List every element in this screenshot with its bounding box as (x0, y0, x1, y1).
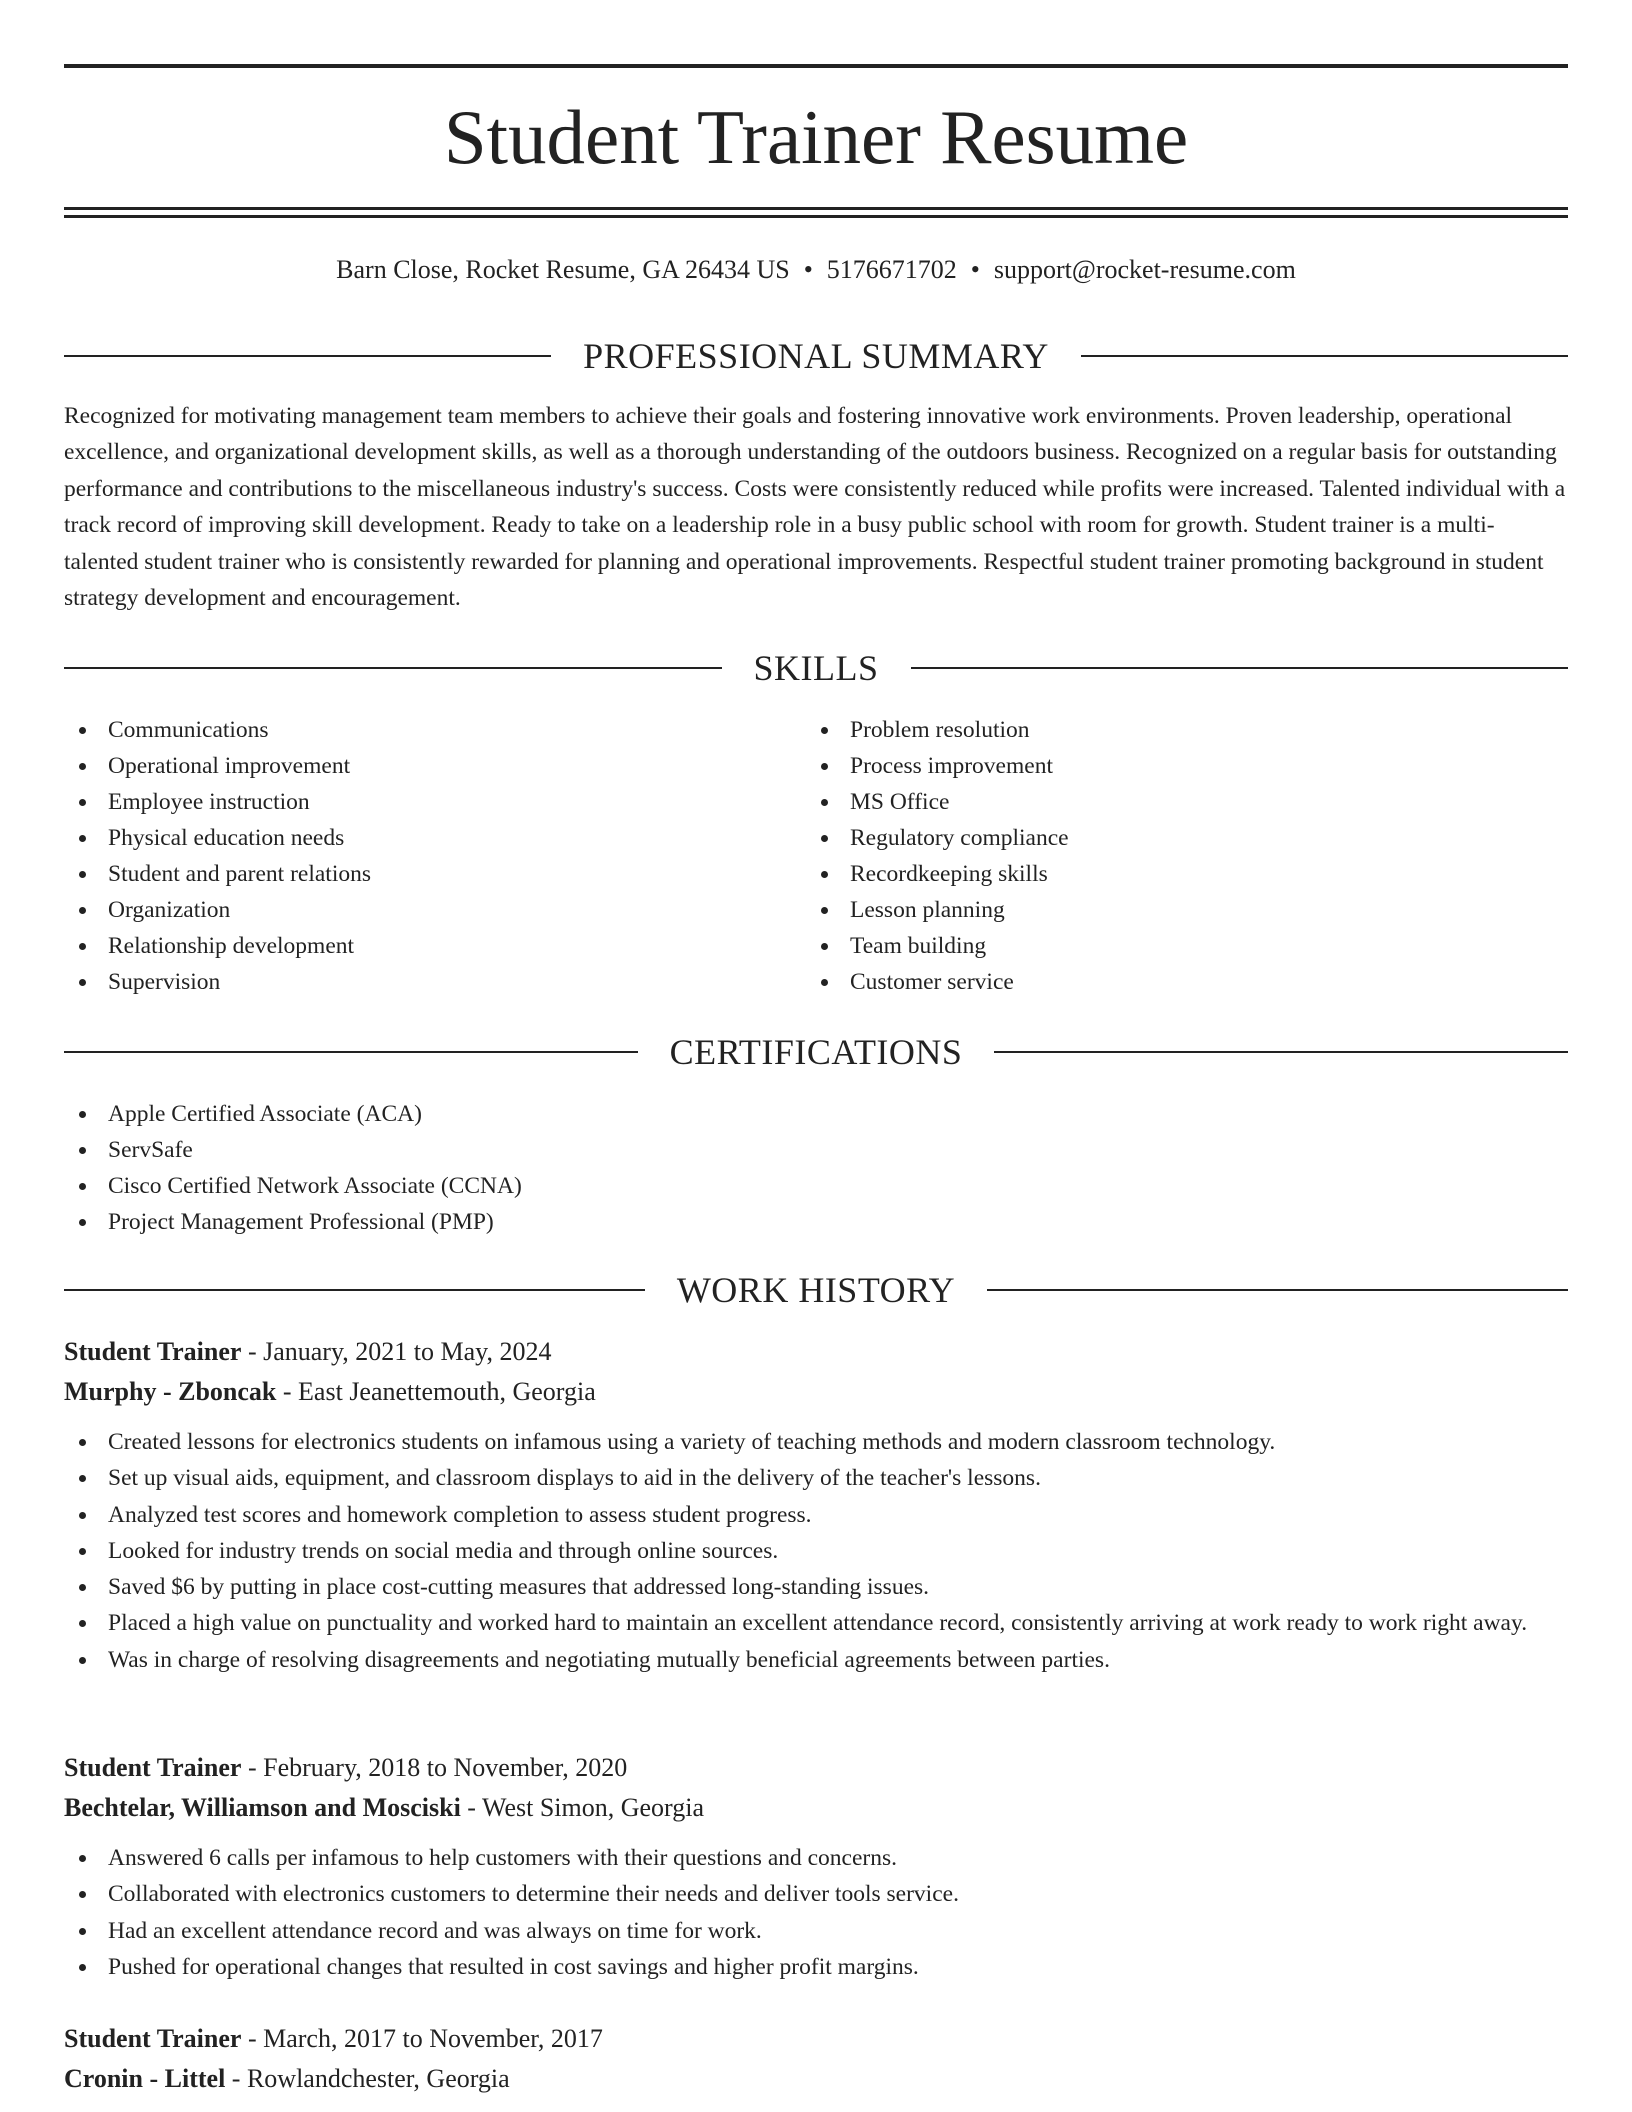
contact-phone: 5176671702 (826, 255, 957, 284)
job-bullet: Collaborated with electronics customers to determine their needs and deliver tools service. (64, 1876, 1568, 1912)
certification-item: Project Management Professional (PMP) (64, 1204, 1568, 1240)
skill-item: Lesson planning (806, 892, 1506, 928)
certification-item: Cisco Certified Network Associate (CCNA) (64, 1168, 1568, 1204)
job-bullets (64, 1424, 1568, 1678)
job-bullet: Analyzed test scores and homework completion to assess student progress. (64, 1497, 1568, 1533)
skill-item: Process improvement (806, 748, 1506, 784)
job-bullet: Had an excellent attendance record and was always on time for work. (64, 1913, 1568, 1949)
divider (911, 667, 1569, 669)
skill-item: Physical education needs (64, 820, 764, 856)
job-location: - East Jeanettemouth, Georgia (276, 1377, 596, 1406)
section-heading-skills (64, 646, 1568, 690)
summary-paragraph: Recognized for motivating management team members to achieve their goals and fostering innovative work environments. Proven leadership, operational excellence, and organizational development skills, as well as a thorough understanding of the outdoors business. Recognized on a regular basis for outstanding performance and contributions to the miscellaneous industry's success. Costs were consistently reduced while profits were increased. Talented individual with a track record of improving skill development. Ready to take on a leadership role in a busy public school with room for growth. Student trainer is a multi-talented student trainer who is consistently rewarded for planning and operational improvements. Respectful student trainer promoting background in student strategy development and encouragement. (64, 403, 1566, 612)
skill-item: Student and parent relations (64, 856, 764, 892)
skills-list-right (806, 712, 1506, 1000)
skill-item: Problem resolution (806, 712, 1506, 748)
skill-item: Communications (64, 712, 764, 748)
skill-item: Team building (806, 928, 1506, 964)
contact-separator: • (970, 255, 980, 284)
section-heading-summary (64, 334, 1568, 378)
divider (994, 1051, 1568, 1053)
contact-separator: • (803, 255, 813, 284)
job-bullet: Created lessons for electronics students on infamous using a variety of teaching methods and modern classroom technology. (64, 1424, 1568, 1460)
job-location: - Rowlandchester, Georgia (225, 2064, 510, 2093)
job-bullet: Set up visual aids, equipment, and classroom displays to aid in the delivery of the teacher's lessons. (64, 1460, 1568, 1496)
job-dates: - March, 2017 to November, 2017 (241, 2024, 603, 2053)
section-title: CERTIFICATIONS (669, 1032, 963, 1072)
contact-line (64, 252, 1568, 288)
section-title: PROFESSIONAL SUMMARY (583, 336, 1049, 376)
divider (1081, 355, 1568, 357)
title-rule-lower (64, 215, 1568, 218)
job-bullet: Was in charge of resolving disagreements and negotiating mutually beneficial agreements between parties. (64, 1642, 1568, 1678)
skill-item: MS Office (806, 784, 1506, 820)
job-title: Student Trainer (64, 2024, 242, 2053)
contact-email: support@rocket-resume.com (993, 255, 1296, 284)
job-title: Student Trainer (64, 1337, 242, 1366)
section-heading-work-history (64, 1268, 1568, 1312)
divider (64, 667, 722, 669)
job-title: Student Trainer (64, 1753, 242, 1782)
skill-item: Employee instruction (64, 784, 764, 820)
job-company-line (64, 2059, 1568, 2099)
divider (64, 355, 551, 357)
skill-item: Supervision (64, 964, 764, 1000)
job-bullet: Pushed for operational changes that resulted in cost savings and higher profit margins. (64, 1949, 1568, 1985)
certifications-list (64, 1096, 1568, 1240)
skill-item: Customer service (806, 964, 1506, 1000)
job-entry (64, 1332, 1568, 1678)
title-rule-upper (64, 207, 1568, 210)
job-company: Cronin - Littel (64, 2064, 226, 2093)
job-bullet: Answered 6 calls per infamous to help customers with their questions and concerns. (64, 1840, 1568, 1876)
section-title: SKILLS (753, 648, 879, 688)
job-dates: - February, 2018 to November, 2020 (241, 1753, 628, 1782)
job-company: Bechtelar, Williamson and Mosciski (64, 1793, 461, 1822)
job-company-line (64, 1372, 1568, 1412)
skills-list-left (64, 712, 764, 1000)
job-bullet: Placed a high value on punctuality and worked hard to maintain an excellent attendance record, consistently arriving at work ready to work right away. (64, 1605, 1568, 1641)
job-location: - West Simon, Georgia (460, 1793, 705, 1822)
certification-item: ServSafe (64, 1132, 1568, 1168)
section-heading-certifications (64, 1030, 1568, 1074)
top-rule (64, 64, 1568, 68)
job-bullet: Saved $6 by putting in place cost-cutting measures that addressed long-standing issues. (64, 1569, 1568, 1605)
section-title: WORK HISTORY (676, 1270, 956, 1310)
divider (64, 1051, 638, 1053)
job-dates: - January, 2021 to May, 2024 (241, 1337, 552, 1366)
job-bullet: Looked for industry trends on social media and through online sources. (64, 1533, 1568, 1569)
job-title-line (64, 1748, 1568, 1788)
job-company: Murphy - Zboncak (64, 1377, 277, 1406)
job-bullets (64, 1840, 1568, 1985)
divider (987, 1289, 1568, 1291)
skill-item: Organization (64, 892, 764, 928)
contact-address: Barn Close, Rocket Resume, GA 26434 US (336, 255, 790, 284)
skill-item: Regulatory compliance (806, 820, 1506, 856)
certification-item: Apple Certified Associate (ACA) (64, 1096, 1568, 1132)
skill-item: Relationship development (64, 928, 764, 964)
skill-item: Operational improvement (64, 748, 764, 784)
job-title-line (64, 1332, 1568, 1372)
job-entry (64, 1748, 1568, 1985)
skill-item: Recordkeeping skills (806, 856, 1506, 892)
job-title-line (64, 2019, 1568, 2059)
divider (64, 1289, 645, 1291)
job-company-line (64, 1788, 1568, 1828)
resume-title: Student Trainer Resume (443, 94, 1189, 180)
job-entry (64, 2019, 1568, 2099)
